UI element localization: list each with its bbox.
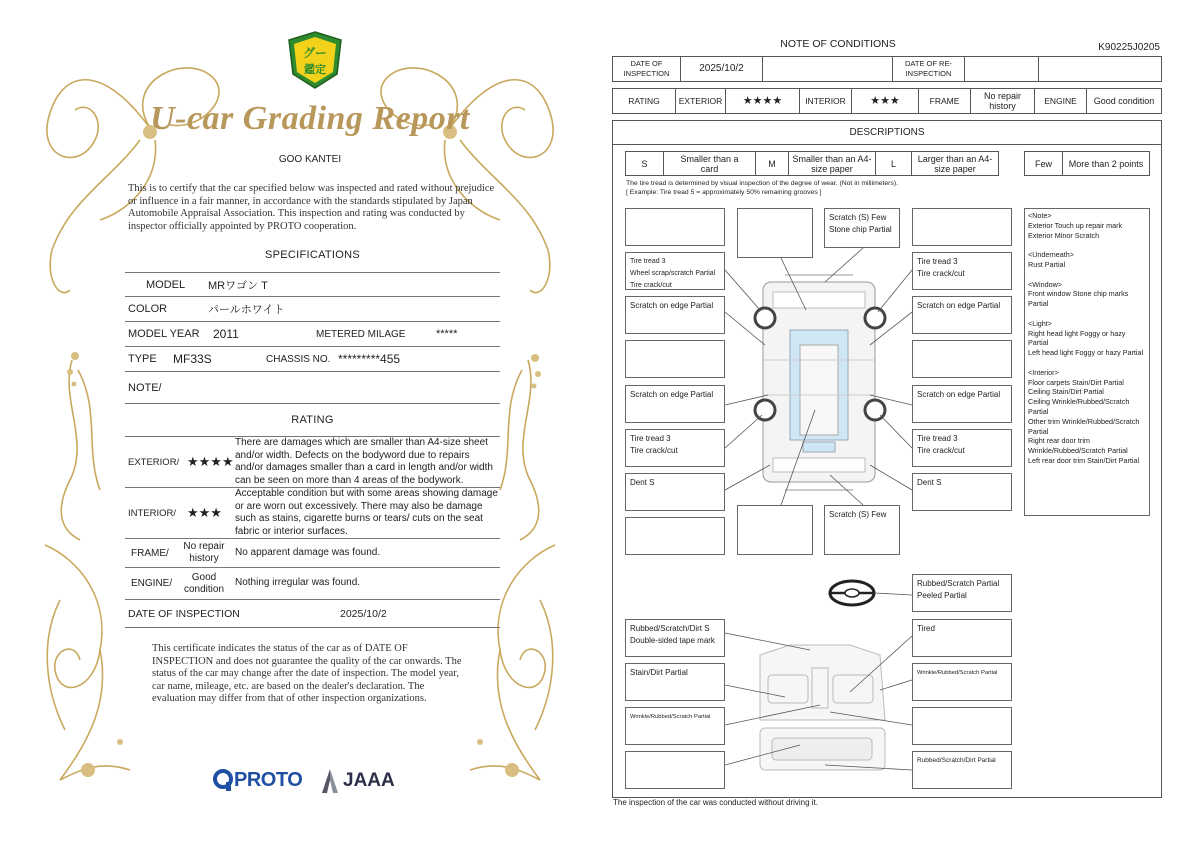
engine-label: ENGINE/ <box>131 578 173 589</box>
inspection-date-label: DATE OF INSPECTION <box>128 607 240 620</box>
specifications-heading: SPECIFICATIONS <box>264 249 361 261</box>
damage-box-interior-tired: Tired <box>912 619 1012 657</box>
type-label: TYPE <box>128 353 157 365</box>
damage-box-right-rear-tire: Tire tread 3 Tire crack/cut <box>912 429 1012 467</box>
engine-description: Nothing irregular was found. <box>235 577 361 589</box>
cond-engine-label: ENGINE <box>1035 89 1087 113</box>
damage-box-left-dent: Dent S <box>625 473 725 511</box>
inspection-date-value: 2025/10/2 <box>340 607 387 620</box>
legend-l-desc: Larger than an A4-size paper <box>917 153 993 174</box>
report-subtitle: GOO KANTEI <box>278 154 342 165</box>
damage-box-empty <box>625 340 725 378</box>
note-of-conditions-title: NOTE OF CONDITIONS <box>780 38 896 50</box>
damage-box-empty <box>625 751 725 789</box>
damage-box-empty <box>737 505 813 555</box>
proto-logo-text: PROTO <box>234 768 303 791</box>
cond-rating-label: RATING <box>613 89 676 113</box>
cond-exterior-stars: ★★★★ <box>726 89 800 113</box>
model-year-label: MODEL YEAR <box>128 328 200 340</box>
interior-cabin-view <box>760 645 885 770</box>
tire-tread-note: The tire tread is determined by visual inspection of the degree of wear. (Not in millimeters). <box>626 180 898 187</box>
damage-box-interior-rear: Rubbed/Scratch/Dirt Partial <box>912 751 1012 789</box>
damage-box-left-edge-front: Scratch on edge Partial <box>625 296 725 334</box>
interior-label: INTERIOR/ <box>128 507 177 519</box>
damage-box-right-edge-front: Scratch on edge Partial <box>912 296 1012 334</box>
type-value: MF33S <box>173 352 212 366</box>
color-label: COLOR <box>128 303 168 315</box>
mileage-value: ***** <box>436 328 458 340</box>
rating-heading: RATING <box>291 414 334 426</box>
damage-box-empty <box>912 340 1012 378</box>
cond-date-value: 2025/10/2 <box>681 57 763 81</box>
steering-wheel-icon <box>830 581 874 605</box>
engine-value: Good condition <box>183 571 225 595</box>
damage-box-right-front-tire: Tire tread 3 Tire crack/cut <box>912 252 1012 290</box>
damage-box-empty <box>625 208 725 246</box>
damage-box-right-dent: Dent S <box>912 473 1012 511</box>
chassis-value: *********455 <box>338 352 401 366</box>
model-value: MRワゴン T <box>208 279 268 292</box>
frame-description: No apparent damage was found. <box>235 546 381 558</box>
legend-few: Few <box>1025 152 1063 175</box>
damage-box-empty <box>625 517 725 555</box>
report-script-title: U-car Grading Report <box>150 100 470 137</box>
damage-box-left-edge-rear: Scratch on edge Partial <box>625 385 725 423</box>
damage-box-interior-stain: Stain/Dirt Partial <box>625 663 725 701</box>
exterior-description: There are damages which are smaller than A4-size sheet and/or width. Defects on the bodyword due to repairs and/or damages smaller than a card in length and/or width can be seen on more than 4 areas of the bodywork. <box>235 437 493 486</box>
mileage-label: METERED MILAGE <box>316 328 406 340</box>
damage-box-front-top: Scratch (S) Few Stone chip Partial <box>824 208 900 248</box>
exterior-car-top-view <box>755 275 885 490</box>
jaaa-logo-text: JAAA <box>343 770 395 791</box>
legend-s: S <box>626 152 664 175</box>
certification-intro: This is to certify that the car specified below was inspected and rated without prejudice or influence in a fair manner, in accordance with the standards stipulated by Japan Automobile Appraisal Association. This inspection and rating was conducted by inspector officially appointed by PROTO cooperation. <box>128 183 495 232</box>
cond-frame-value: No repair history <box>971 89 1035 113</box>
descriptions-heading: DESCRIPTIONS <box>613 121 1161 145</box>
cond-engine-value: Good condition <box>1093 96 1155 106</box>
cond-frame-label: FRAME <box>919 89 971 113</box>
legend-few-desc: More than 2 points <box>1068 158 1144 169</box>
damage-box-left-rear-tire: Tire tread 3 Tire crack/cut <box>625 429 725 467</box>
tire-tread-example: [ Example: Tire tread 5 = approximately 50% remaining grooves ] <box>626 189 822 196</box>
damage-box-empty <box>912 707 1012 745</box>
interior-description: Acceptable condition but with some areas showing damage or are worn out excessively. There may also be damage such as stains, cigarette burns or tears/ cuts on the seat fabric or interior surfaces. <box>235 488 498 537</box>
report-id: K90225J0205 <box>1098 42 1160 53</box>
exterior-label: EXTERIOR/ <box>128 456 180 468</box>
inspection-footer-note: The inspection of the car was conducted without driving it. <box>613 798 818 807</box>
damage-box-interior-wrinkle-left: Wrinkle/Rubbed/Scratch Partial <box>625 707 725 745</box>
damage-box-interior-ceiling: Rubbed/Scratch/Dirt S Double-sided tape mark <box>625 619 725 657</box>
cond-exterior-label: EXTERIOR <box>676 89 726 113</box>
legend-m-desc: Smaller than an A4-size paper <box>789 152 876 175</box>
legend-l: L <box>876 152 912 175</box>
cond-interior-label: INTERIOR <box>800 89 852 113</box>
damage-box-steering: Rubbed/Scratch Partial Peeled Partial <box>912 574 1012 612</box>
damage-box-left-front-tire: Tire tread 3 Wheel scrap/scratch Partial Tire crack/cut <box>625 252 725 290</box>
damage-box-empty <box>737 208 813 258</box>
chassis-label: CHASSIS NO. <box>266 353 331 365</box>
reinspection-label: DATE OF RE-INSPECTION <box>893 57 965 81</box>
damage-box-rear: Scratch (S) Few <box>824 505 900 555</box>
model-label: MODEL <box>146 278 186 291</box>
svg-text:グー: グー <box>302 46 328 60</box>
color-value: パールホワイト <box>208 304 285 316</box>
condition-notes-panel: <Note> Exterior Touch up repair mark Exterior Minor Scratch <Underneath> Rust Partial <Window> Front window Stone chip marks Partial <Light> Right head light Foggy or hazy Partial Left head light Foggy or hazy Partial <Interior> Floor carpets Stain/Dirt Partial Ceiling Stain/Dirt Partial Ceiling Wrinkle/Rubbed/Scratch Partial Other trim Wrinkle/Rubbed/Scratch Partial Right rear door trim Wrinkle/Rubbed/Scratch Partial Left rear door trim Stain/Dirt Partial <box>1024 208 1150 516</box>
damage-box-empty <box>912 208 1012 246</box>
cond-date-label: DATE OF INSPECTION <box>613 57 681 81</box>
note-label: NOTE/ <box>128 381 162 394</box>
legend-m: M <box>756 152 789 175</box>
frame-label: FRAME/ <box>131 547 169 559</box>
certificate-disclaimer: This certificate indicates the status of the car as of DATE OF INSPECTION and does not guarantee the quality of the car onwards. The status of the car may change after the date of inspection. The model year, car name, mileage, etc. are based on the dealer's declaration. The evaluation may differ from that of other inspection organizations. <box>152 643 462 705</box>
damage-box-right-edge-rear: Scratch on edge Partial <box>912 385 1012 423</box>
model-year-value: 2011 <box>213 327 239 341</box>
svg-text:鑑定: 鑑定 <box>304 63 326 76</box>
legend-s-desc: Smaller than a card <box>664 152 756 175</box>
interior-stars: ★★★ <box>187 505 222 520</box>
frame-value: No repair history <box>183 541 225 564</box>
cond-interior-stars: ★★★ <box>852 89 919 113</box>
exterior-stars: ★★★★ <box>187 454 234 469</box>
damage-box-interior-wrinkle-right: Wrinkle/Rubbed/Scratch Partial <box>912 663 1012 701</box>
